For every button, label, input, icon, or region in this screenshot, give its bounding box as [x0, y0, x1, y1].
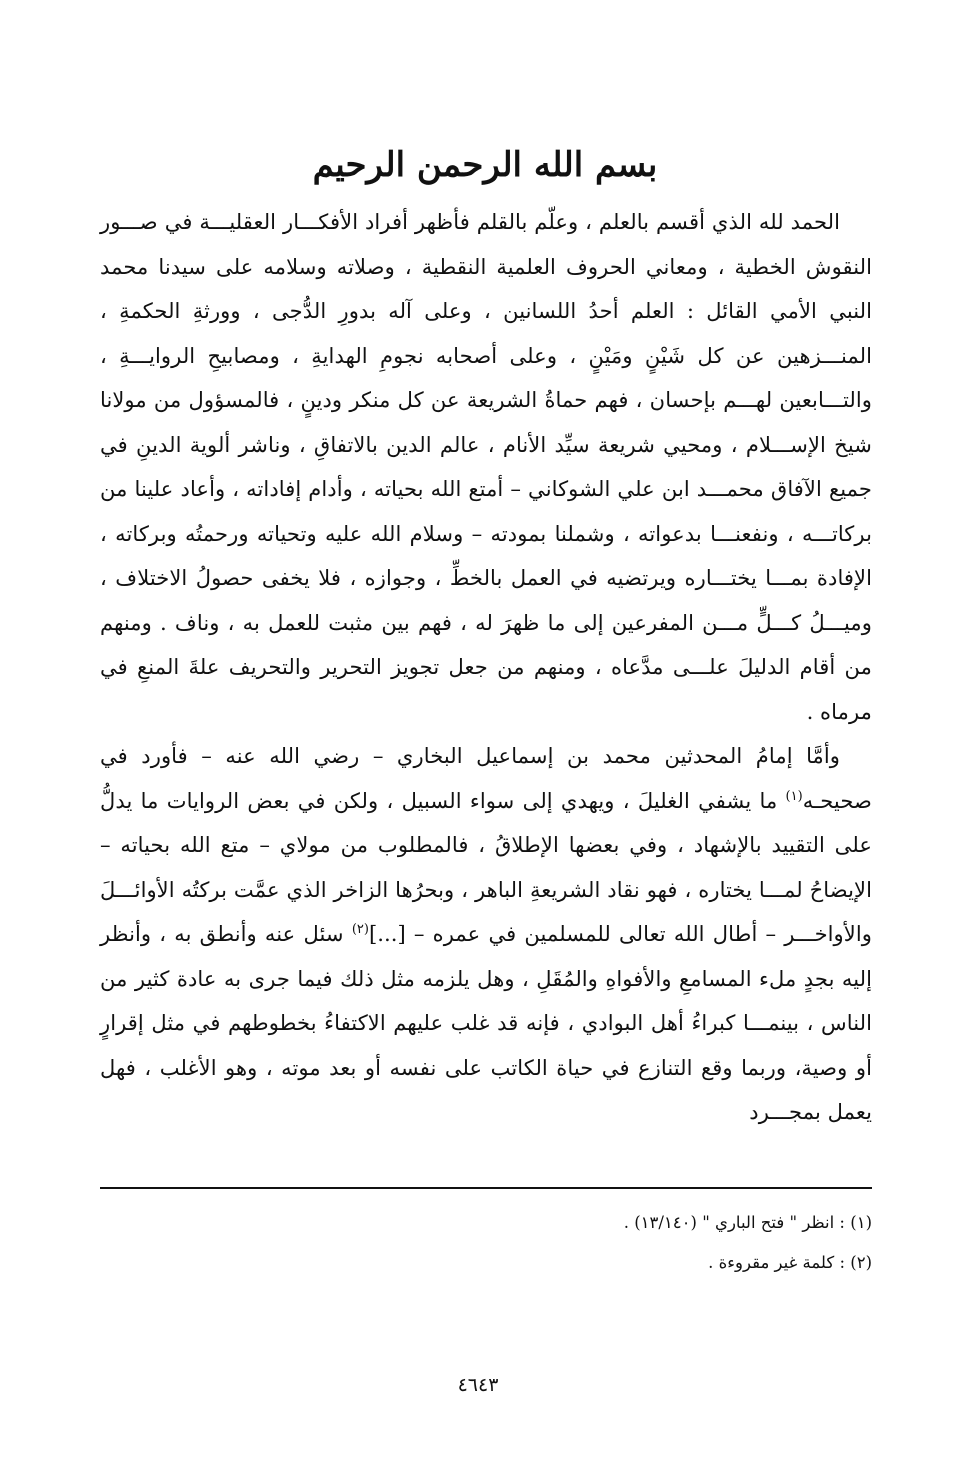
- footnote-ref-1[interactable]: (١): [785, 788, 803, 804]
- basmala-heading: بسم الله الرحمن الرحيم: [312, 145, 658, 185]
- footnote-1: (١) : انظر " فتح الباري " (١٣/١٤٠) .: [623, 1213, 872, 1232]
- footnote-2: (٢) : كلمة غير مقروءة .: [708, 1253, 872, 1272]
- page-number: ٤٦٤٣: [457, 1374, 499, 1396]
- footnotes: [100, 1203, 872, 1283]
- paragraph-2: [100, 734, 872, 1135]
- footnote-ref-2[interactable]: (٢): [351, 921, 369, 937]
- paragraph-1: الحمد لله الذي أقسم بالعلم ، وعلّم بالقلم فأظهر أفراد الأفكـــار العقليـــة في صـــور النقوش الخطية ، ومعاني الحروف العلمية النقطية ، وصلاته وسلامه على سيدنا محمد النبي الأمي القائل : العلم أحدُ اللسانين ، وعلى آله بدورِ الدُّجى ، وورثةِ الحكمةِ ، المنـــزهين عن كل شَيْنٍ ومَيْنٍ ، وعلى أصحابه نجومِ الهدايةِ ، ومصابيحِ الروايـــةِ ، والتـــابعين لهـــم بإحسان ، فهم حماةُ الشريعة عن كل منكر ودينٍ ، فالمسؤول من مولانا شيخ الإســـلام ، ومحيي شريعة سيِّد الأنام ، عالم الدين بالاتفاقِ ، وناشر ألوية الدينِ في جميع الآفاق محمـــد ابن علي الشوكاني – أمتع الله بحياته ، وأدام إفاداته ، وأعاد علينا من بركاتـــه ، ونفعنـــا بدعواته ، وشملنا بمودته – وسلام الله عليه وتحياته ورحمتُه وبركاته ، الإفادة بمـــا يختـــاره ويرتضيه في العمل بالخطِّ ، وجوازه ، فلا يخفى حصولُ الاختلاف ، وميـــلُ كـــلٍّ مـــن المفرعين إلى ما ظهرَ له ، فهم بين مثبت للعمل به ، وناف . ومنهم من أقام الدليلَ علـــى مدَّعاه ، ومنهم من جعل تجويز التحرير والتحريف علةَ المنعِ في مرماه .: [100, 209, 872, 724]
- paragraph-2-part-a: وأمَّا إمامُ المحدثين محمد بن إسماعيل البخاري – رضي الله عنه – فأورد في صحيحـه: [100, 743, 872, 813]
- footnote-divider: [100, 1187, 872, 1189]
- paragraph-2-part-b: ما يشفي الغليلَ ، ويهدي إلى سواء السبيل ، ولكن في بعض الروايات ما يدلُّ على التقييد بالإشهاد ، وفي بعضها الإطلاقُ ، فالمطلوب من مولاي – متع الله بحياته – الإيضاحُ لمـــا يختاره ، فهو نقاد الشريعةِ الباهر ، وبحرُها الزاخر الذي عمَّت بركتُه الأوائـــلَ والأواخـــر – أطال الله تعالى للمسلمين في عمره – [...]: [100, 787, 872, 946]
- paragraph-2-part-c: سئل عنه وأنطق به ، وأنظر إليه بجدٍ ملء المسامعِ والأفواهِ والمُقَلِ ، وهل يلزمه مثل ذلك فيما جرى به عادة كثير من الناس ، بينمـــا كبراءُ أهل البوادي ، فإنه قد غلب عليهم الاكتفاءُ بخطوطهم في مثل إقرارٍ أو وصية، وربما وقع التنازع في حياة الكاتب على نفسه أو بعد موته ، وهو الأغلب ، فهل يعمل بمجـــرد: [100, 921, 872, 1124]
- main-text: [100, 200, 872, 1135]
